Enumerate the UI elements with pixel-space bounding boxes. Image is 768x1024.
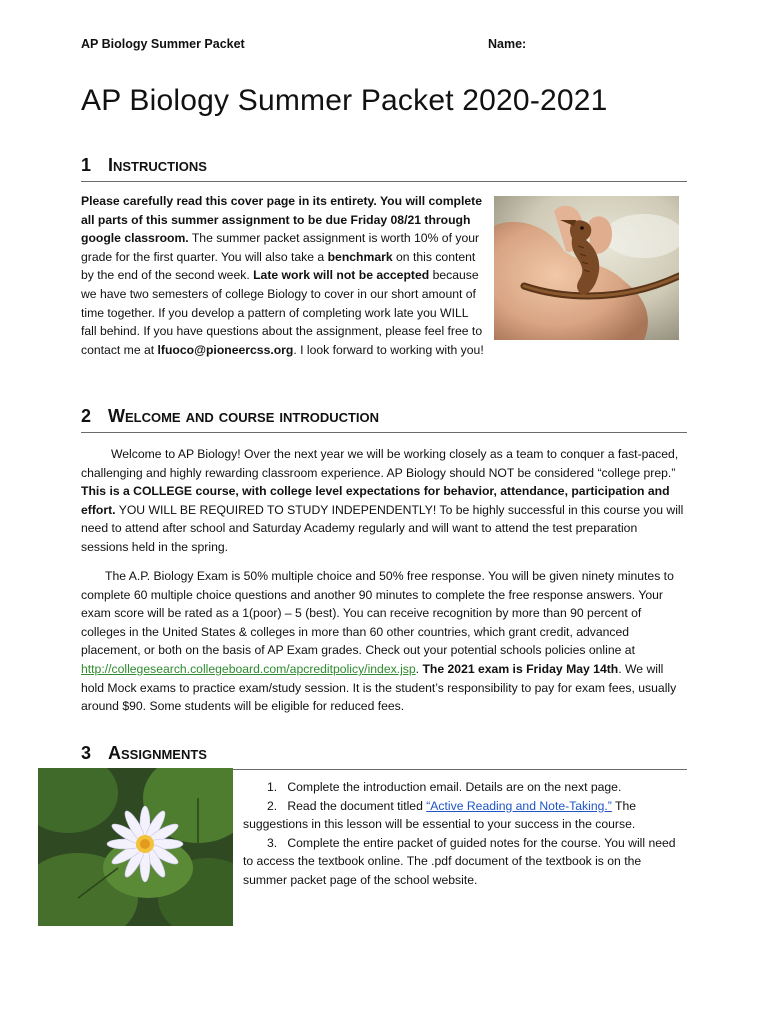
photo-spacer [487, 192, 687, 340]
header-left: AP Biology Summer Packet [81, 37, 245, 51]
water-lily-photo [38, 768, 233, 926]
instructions-run: The summer packet assignment is worth 10% of your grade for the first quarter. You will also take a [81, 231, 480, 264]
instructions-run: lfuoco@pioneercss.org [157, 342, 294, 357]
section-title: Welcome and course introduction [108, 406, 380, 426]
list-item [243, 797, 687, 834]
page-title: AP Biology Summer Packet 2020-2021 [81, 84, 608, 117]
exam-info-text: The A.P. Biology Exam is 50% multiple choice and 50% free response. You will be given ninety minutes to complete 60 multiple choice questions and another 90 minutes to complete the free response answers. Your exam score will be rated as a 1(poor) – 5 (best). You can receive recognition by more than 90 percent of colleges in the United States & colleges in more than 60 other countries, which grant credit, advanced placement, or both on the basis of AP Exam grades. Check out your potential schools policies online at [81, 569, 674, 658]
header-name-label: Name: [488, 37, 527, 51]
list-item [243, 778, 687, 797]
item-text: Complete the introduction email. Details are on the next page. [287, 780, 622, 794]
instructions-text [81, 192, 687, 359]
active-reading-link[interactable]: “Active Reading and Note-Taking.” [426, 798, 612, 813]
assignments-list [243, 778, 687, 890]
instructions-run: on this content by the end of the second week. [81, 249, 476, 283]
item-number: 2. [267, 798, 278, 813]
section-heading-instructions [81, 155, 687, 182]
welcome-paragraph-1 [81, 445, 687, 557]
instructions-run: Friday 08/21 through google classroom. [81, 212, 471, 246]
item-text: Complete the entire packet of guided notes for the course. You will need to access the textbook online. The .pdf document of the textbook is on the summer packet page of the school website. [243, 835, 676, 887]
instructions-run: . I look forward to working with you! [293, 342, 484, 357]
ap-credit-policy-link[interactable]: http://collegesearch.collegeboard.com/apcreditpolicy/index.jsp [81, 661, 416, 676]
welcome-paragraph-2 [81, 567, 687, 716]
item-number: 3. [267, 835, 278, 850]
section-number: 2 [81, 406, 92, 426]
exam-fee-text: . We will hold Mock exams to practice exam/study session. It is the student’s responsibility to pay for exam fees, usually around $90. Some students will be eligible for reduced fees. [81, 661, 677, 714]
item-text: The suggestions in this lesson will be essential to your success in the course. [243, 798, 637, 832]
section-number: 3 [81, 743, 92, 763]
section-heading-welcome [81, 406, 687, 433]
list-item [243, 834, 687, 890]
welcome-run: Welcome to AP Biology! Over the next year we will be working closely as a team to conquer a fast-paced, challenging and highly rewarding classroom experience. AP Biology should NOT be considered “college prep.” [81, 447, 679, 480]
exam-date-text: The 2021 exam is Friday May 14th [422, 661, 619, 676]
section-heading-assignments [81, 743, 687, 770]
section-number: 1 [81, 155, 92, 175]
welcome-text-1 [81, 445, 687, 557]
welcome-run: YOU WILL BE REQUIRED TO STUDY INDEPENDENTLY! To be highly successful in this course you will need to attend after school and Saturday Academy regularly and will want to attend the test preparation sessions held in the spring. [81, 502, 684, 554]
section-title: Instructions [108, 155, 207, 175]
instructions-run: Late work will not be accepted [253, 268, 430, 283]
item-number: 1. [267, 780, 278, 794]
assignments-list-container [243, 778, 687, 890]
welcome-run: This is a COLLEGE course, with college level expectations for behavior, attendance, participation and effort. [81, 484, 670, 517]
instructions-paragraph [81, 192, 687, 359]
section-title: Assignments [108, 743, 207, 763]
instructions-run: because we have two semesters of college Biology to cover in our short amount of time together. If you develop a pattern of completing work late you WILL fall behind. If you have questions about the assignment, please feel free to contact me at [81, 268, 483, 357]
welcome-text-2: The A.P. Biology Exam is 50% multiple choice and 50% free response. You will be given ninety minutes to complete 60 multiple choice questions and another 90 minutes to complete the free response answers. Your exam score will be rated as a 1(poor) – 5 (best). You can receive recognition by more than 90 percent of colleges in the United States & colleges in more than 60 other countries, which grant credit, advanced placement, or both on the basis of AP Exam grades. Check out your potential schools policies online at http://collegesearch.collegeboard.com/apcreditpolicy/index.jsp. The 2021 exam is Friday May 14th. We will hold Mock exams to practice exam/study session. It is the student’s responsibility to pay for exam fees, usually around $90. Some students will be eligible for reduced fees. [81, 569, 677, 714]
instructions-run: Please carefully read this cover page in its entirety. You will complete all parts of this summer assignment to be due [81, 194, 482, 227]
instructions-run: benchmark [327, 249, 393, 264]
item-text: Read the document titled [287, 798, 427, 813]
water-lily-image [38, 768, 233, 926]
